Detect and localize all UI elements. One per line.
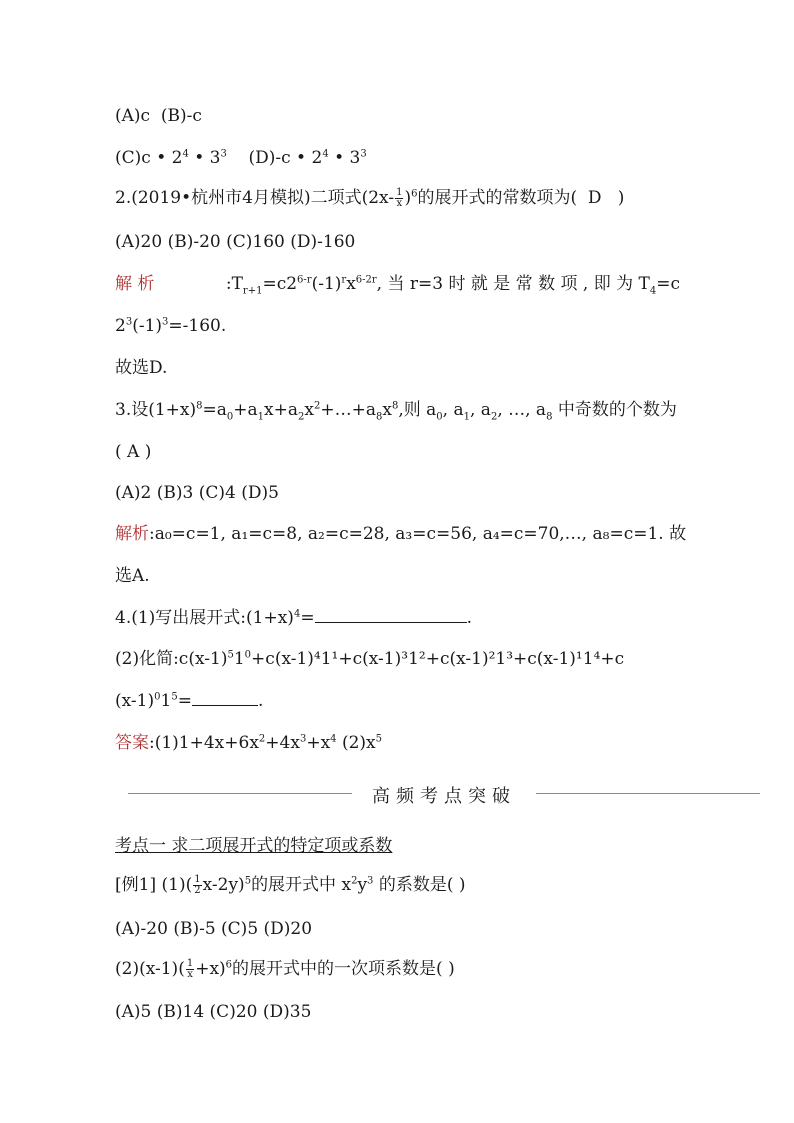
fraction: $\frac{1}{x}$ bbox=[396, 187, 403, 209]
fraction: $\frac{1}{x}$ bbox=[186, 958, 194, 980]
answer-letter: D bbox=[587, 188, 602, 208]
question-2-solution-cont: $2^3(-1)^3=-160$. bbox=[115, 316, 227, 336]
question-3-answer: ( A ) bbox=[115, 442, 152, 462]
example-1-options: (A)-20 (B)-5 (C)5 (D)20 bbox=[115, 919, 313, 939]
question-3-solution-cont: 选A. bbox=[115, 566, 150, 586]
solution-label: 解 析 bbox=[115, 274, 155, 294]
question-2-conclusion: 故选D. bbox=[115, 358, 168, 378]
answer-blank[interactable] bbox=[192, 691, 258, 706]
example-1-part-2: (2)(x-1)( $\frac{1}{x}$ +x)$^6$的展开式中的一次项系数是( ) bbox=[115, 958, 455, 980]
question-4-part-2-cont: $(x-1)^01^5=$ . bbox=[115, 691, 264, 711]
q1-options-ab: (A)c (B)-c bbox=[115, 106, 202, 126]
answer-blank[interactable] bbox=[315, 608, 467, 623]
question-4-part-1: 4.(1)写出展开式$:(1+x)^4=$ . bbox=[115, 608, 472, 628]
question-2-solution: 解 析 $:T_{r+1}=c2^{6-r}(-1)^rx^{6-2r}$, 当 r=3 时 就 是 常 数 项 , 即 为 $T_4=c$ bbox=[115, 274, 680, 297]
example-1-part-1: [例1] (1)( $\frac{1}{2}$ x-2y)$^5$的展开式中 $x^2y^3$ 的系数是( ) bbox=[115, 874, 466, 896]
answer-label: 答案 bbox=[115, 733, 149, 753]
q1-options-cd: (C)c • $2^4$ • $3^3$ (D)-c • $2^4$ • $3^3$ bbox=[115, 148, 367, 168]
divider-rule-left bbox=[128, 793, 352, 794]
divider-rule-right bbox=[536, 793, 760, 794]
section-divider bbox=[128, 782, 760, 806]
question-4-answer: 答案$:(1)1+4x+6x^2+4x^3+x^4$ $(2)x^5$ bbox=[115, 733, 382, 753]
fraction: $\frac{1}{2}$ bbox=[194, 874, 201, 896]
example-1-part-2-options: (A)5 (B)14 (C)20 (D)35 bbox=[115, 1002, 312, 1022]
question-4-part-2: (2)化简$:c(x-1)^51^0+c(x-1)^41^1+c(x-1)^31^2+c(x-1)^21^3+c(x-1)^11^4+c$ bbox=[115, 649, 625, 669]
solution-label: 解析 bbox=[115, 524, 149, 544]
question-3-options: (A)2 (B)3 (C)4 (D)5 bbox=[115, 483, 279, 503]
question-2-options: (A)20 (B)-20 (C)160 (D)-160 bbox=[115, 232, 356, 252]
divider-title: 高频考点突破 bbox=[372, 786, 516, 807]
question-2-stem: 2.(2019•杭州市4月模拟)二项式(2x- $\frac{1}{x}$ )$^6$的展开式的常数项为( D ) bbox=[115, 187, 625, 209]
question-3-stem: 3.设$(1+x)^8=a_0+a_1x+a_2x^2+\dots+a_8x^8$,则 $a_0$, $a_1$, $a_2$, …, $a_8$ 中奇数的个数为 bbox=[115, 400, 677, 423]
section-title: 考点一 求二项展开式的特定项或系数 bbox=[115, 836, 393, 856]
question-3-solution: 解析:a₀=c=1, a₁=c=8, a₂=c=28, a₃=c=56, a₄=c=70,…, a₈=c=1. 故 bbox=[115, 524, 687, 544]
